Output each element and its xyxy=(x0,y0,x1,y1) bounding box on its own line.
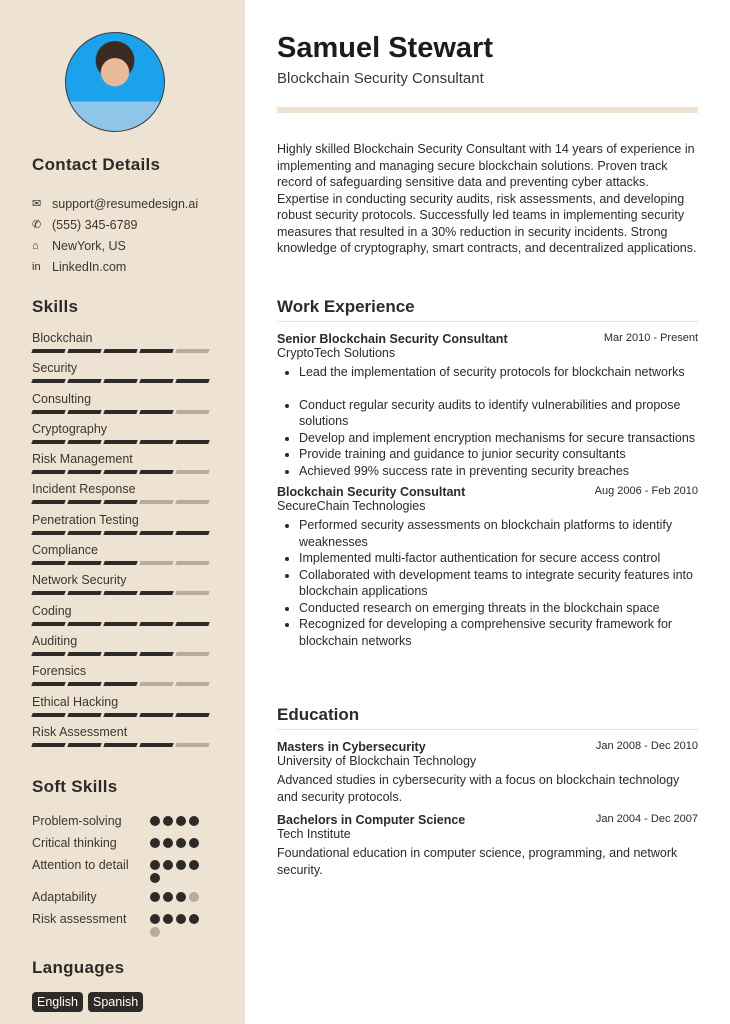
job-header xyxy=(277,332,698,346)
skill-segment xyxy=(175,349,209,353)
rating-dot xyxy=(150,873,160,883)
skill-level-bar xyxy=(32,379,212,383)
skill-item xyxy=(32,695,212,725)
skill-item xyxy=(32,604,212,634)
soft-skill-name: Critical thinking xyxy=(32,836,117,850)
skill-name: Incident Response xyxy=(32,482,136,497)
skill-segment xyxy=(175,652,209,656)
job-dates: Mar 2010 - Present xyxy=(603,332,698,344)
skill-segment xyxy=(139,622,173,626)
language-badge: Spanish xyxy=(88,992,143,1012)
contact-heading: Contact Details xyxy=(32,155,161,174)
skill-segment xyxy=(139,349,173,353)
work-experience-section xyxy=(277,297,698,655)
soft-skill-item xyxy=(32,889,212,905)
rating-dot xyxy=(163,914,173,924)
job-bullets xyxy=(299,517,698,649)
skill-segment xyxy=(175,713,209,717)
rating-dot xyxy=(150,860,160,870)
skill-segment xyxy=(31,349,65,353)
skill-name: Ethical Hacking xyxy=(32,694,119,709)
home-icon: ⌂ xyxy=(32,239,39,252)
contact-text: LinkedIn.com xyxy=(52,259,127,274)
skill-segment xyxy=(139,470,173,474)
sidebar xyxy=(0,0,245,1024)
soft-skill-rating xyxy=(150,835,202,851)
skill-item xyxy=(32,543,212,573)
skill-segment xyxy=(175,682,209,686)
rating-dot xyxy=(176,838,186,848)
skill-segment xyxy=(103,561,137,565)
soft-skill-name: Attention to detail xyxy=(32,858,129,872)
contact-text: NewYork, US xyxy=(52,238,126,253)
skill-level-bar xyxy=(32,531,212,535)
skill-segment xyxy=(103,410,137,414)
bullet-item: • Lead the implementation of security protocols for blockchain networks xyxy=(299,364,698,381)
company-name: SecureChain Technologies xyxy=(277,499,426,513)
skill-segment xyxy=(139,682,173,686)
skill-segment xyxy=(103,470,137,474)
soft-skills-heading: Soft Skills xyxy=(32,777,118,796)
skill-segment xyxy=(67,682,101,686)
contact-text: (555) 345-6789 xyxy=(52,217,138,232)
rating-dot xyxy=(176,914,186,924)
skill-name: Forensics xyxy=(32,664,87,679)
skill-segment xyxy=(175,743,209,747)
education-description: Advanced studies in cybersecurity with a focus on blockchain technology and security protocols. xyxy=(277,773,680,804)
skill-segment xyxy=(67,349,101,353)
contact-item xyxy=(32,256,198,277)
skill-segment xyxy=(103,652,137,656)
job-dates: Aug 2006 - Feb 2010 xyxy=(594,485,698,497)
bullet-item: • Provide training and guidance to junior security consultants xyxy=(299,446,698,463)
skill-name: Risk Assessment xyxy=(32,724,128,739)
skill-segment xyxy=(139,500,173,504)
skill-level-bar xyxy=(32,743,212,747)
skill-segment xyxy=(103,500,137,504)
education-section xyxy=(277,705,698,886)
rating-dot xyxy=(189,816,199,826)
linkedin-icon: in xyxy=(32,260,41,273)
skill-segment xyxy=(139,440,173,444)
education-dates: Jan 2004 - Dec 2007 xyxy=(595,813,698,825)
skill-segment xyxy=(175,591,209,595)
skill-segment xyxy=(103,713,137,717)
skills-heading: Skills xyxy=(32,297,79,316)
bullet-item: • Recognized for developing a comprehensive security framework for blockchain networks xyxy=(299,616,698,649)
soft-skill-name: Risk assessment xyxy=(32,912,127,926)
skill-name: Security xyxy=(32,361,78,376)
rating-dot xyxy=(163,860,173,870)
skill-level-bar xyxy=(32,682,212,686)
rating-dot xyxy=(163,816,173,826)
skill-item xyxy=(32,482,212,512)
skills-list xyxy=(32,331,212,755)
skill-level-bar xyxy=(32,410,212,414)
skill-segment xyxy=(31,682,65,686)
skill-name: Consulting xyxy=(32,391,92,406)
work-heading: Work Experience xyxy=(277,297,698,322)
rating-dot xyxy=(150,892,160,902)
skill-segment xyxy=(31,743,65,747)
rating-dot xyxy=(150,927,160,937)
contact-item xyxy=(32,214,198,235)
soft-skill-item xyxy=(32,835,212,851)
skill-segment xyxy=(139,591,173,595)
contact-item xyxy=(32,235,198,256)
skill-segment xyxy=(175,440,209,444)
skill-segment xyxy=(31,652,65,656)
soft-skill-rating xyxy=(150,813,202,829)
bullet-item: • Achieved 99% success rate in preventing security breaches xyxy=(299,463,698,480)
skill-segment xyxy=(175,410,209,414)
phone-icon: ✆ xyxy=(32,219,42,231)
skill-name: Coding xyxy=(32,603,72,618)
skill-segment xyxy=(67,440,101,444)
skill-name: Penetration Testing xyxy=(32,512,139,527)
job-entry xyxy=(277,485,698,649)
skill-segment xyxy=(31,591,65,595)
soft-skill-item xyxy=(32,813,212,829)
candidate-name: Samuel Stewart xyxy=(277,32,493,64)
rating-dot xyxy=(163,892,173,902)
skill-segment xyxy=(31,410,65,414)
soft-skill-rating xyxy=(150,857,202,883)
rating-dot xyxy=(163,838,173,848)
degree: Bachelors in Computer Science xyxy=(277,813,466,827)
skill-segment xyxy=(31,379,65,383)
skill-segment xyxy=(67,531,101,535)
skill-segment xyxy=(103,743,137,747)
soft-skill-rating xyxy=(150,889,202,905)
skill-segment xyxy=(175,470,209,474)
school-name: Tech Institute xyxy=(277,827,351,841)
job-header xyxy=(277,485,698,499)
soft-skill-item xyxy=(32,911,212,937)
skill-level-bar xyxy=(32,440,212,444)
degree: Masters in Cybersecurity xyxy=(277,740,426,754)
bullet-item: • Conducted research on emerging threats in the blockchain space xyxy=(299,600,698,617)
skill-segment xyxy=(67,470,101,474)
education-header xyxy=(277,740,698,754)
skill-item xyxy=(32,422,212,452)
job-bullets xyxy=(299,364,698,479)
skill-name: Auditing xyxy=(32,633,78,648)
skill-segment xyxy=(139,743,173,747)
education-description: Foundational education in computer science, programming, and network security. xyxy=(277,846,678,877)
education-header xyxy=(277,813,698,827)
languages-list xyxy=(32,992,143,1012)
skill-item xyxy=(32,513,212,543)
skill-item xyxy=(32,634,212,664)
skill-level-bar xyxy=(32,652,212,656)
skill-item xyxy=(32,392,212,422)
rating-dot xyxy=(150,838,160,848)
rating-dot xyxy=(150,816,160,826)
education-dates: Jan 2008 - Dec 2010 xyxy=(595,740,698,752)
company-name: CryptoTech Solutions xyxy=(277,346,396,360)
skill-segment xyxy=(31,531,65,535)
skill-segment xyxy=(67,652,101,656)
skill-segment xyxy=(103,349,137,353)
skill-segment xyxy=(175,531,209,535)
rating-dot xyxy=(189,892,199,902)
skill-segment xyxy=(103,379,137,383)
skill-segment xyxy=(175,622,209,626)
skill-level-bar xyxy=(32,591,212,595)
contact-item xyxy=(32,193,198,214)
header-divider xyxy=(277,107,698,113)
skill-segment xyxy=(67,591,101,595)
skill-name: Network Security xyxy=(32,573,127,588)
skill-segment xyxy=(67,561,101,565)
skill-segment xyxy=(139,652,173,656)
rating-dot xyxy=(150,914,160,924)
soft-skill-rating xyxy=(150,911,202,937)
skill-item xyxy=(32,664,212,694)
skill-segment xyxy=(175,379,209,383)
skill-level-bar xyxy=(32,713,212,717)
bullet-item: • Performed security assessments on blockchain platforms to identify weaknesses xyxy=(299,517,698,550)
bullet-item: • Implemented multi-factor authentication for secure access control xyxy=(299,550,698,567)
skill-segment xyxy=(139,379,173,383)
skill-segment xyxy=(31,440,65,444)
education-entry xyxy=(277,740,698,805)
skill-level-bar xyxy=(32,349,212,353)
skill-segment xyxy=(67,743,101,747)
candidate-title: Blockchain Security Consultant xyxy=(277,70,484,87)
skill-level-bar xyxy=(32,561,212,565)
skill-item xyxy=(32,725,212,755)
skill-segment xyxy=(31,561,65,565)
rating-dot xyxy=(176,860,186,870)
language-badge: English xyxy=(32,992,83,1012)
skill-segment xyxy=(67,713,101,717)
skill-segment xyxy=(67,500,101,504)
skill-item xyxy=(32,331,212,361)
skill-segment xyxy=(31,713,65,717)
soft-skill-name: Problem-solving xyxy=(32,814,122,828)
skill-segment xyxy=(103,531,137,535)
rating-dot xyxy=(189,838,199,848)
soft-skill-name: Adaptability xyxy=(32,890,97,904)
education-heading: Education xyxy=(277,705,698,730)
skill-segment xyxy=(139,531,173,535)
skill-level-bar xyxy=(32,622,212,626)
skill-item xyxy=(32,573,212,603)
contact-list xyxy=(32,193,198,277)
rating-dot xyxy=(189,860,199,870)
skill-segment xyxy=(139,713,173,717)
job-entry xyxy=(277,332,698,479)
summary: Highly skilled Blockchain Security Consultant with 14 years of experience in implementing and managing secure blockchain solutions. Proven track record of safeguarding sensitive data and preventing cyber attacks. Expertise in conducting security audits, risk assessments, and developing robust security protocols. Successfully led teams in implementing security measures that resulted in a 30% reduction in security incidents. Strong knowledge of cryptography, smart contracts, and decentralized applications. xyxy=(277,142,697,255)
skill-segment xyxy=(67,622,101,626)
skill-segment xyxy=(103,622,137,626)
skill-level-bar xyxy=(32,500,212,504)
envelope-icon: ✉ xyxy=(32,198,42,210)
skill-segment xyxy=(139,410,173,414)
skill-segment xyxy=(139,561,173,565)
contact-text: support@resumedesign.ai xyxy=(52,196,199,211)
rating-dot xyxy=(189,914,199,924)
school-name: University of Blockchain Technology xyxy=(277,754,477,768)
education-entry xyxy=(277,813,698,878)
rating-dot xyxy=(176,816,186,826)
skill-segment xyxy=(175,561,209,565)
skill-name: Cryptography xyxy=(32,421,108,436)
skill-segment xyxy=(175,500,209,504)
skill-item xyxy=(32,452,212,482)
skill-segment xyxy=(31,622,65,626)
soft-skills-list xyxy=(32,813,212,943)
skill-name: Risk Management xyxy=(32,452,133,467)
skill-name: Blockchain xyxy=(32,331,93,345)
bullet-item: • Develop and implement encryption mechanisms for secure transactions xyxy=(299,430,698,447)
bullet-item: • Collaborated with development teams to integrate security features into blockchain applications xyxy=(299,567,698,600)
skill-item xyxy=(32,361,212,391)
skill-name: Compliance xyxy=(32,543,99,558)
job-role: Blockchain Security Consultant xyxy=(277,485,466,499)
profile-photo xyxy=(65,32,165,132)
skill-segment xyxy=(103,591,137,595)
rating-dot xyxy=(176,892,186,902)
skill-segment xyxy=(67,410,101,414)
skill-segment xyxy=(31,500,65,504)
skill-level-bar xyxy=(32,470,212,474)
skill-segment xyxy=(103,440,137,444)
skill-segment xyxy=(103,682,137,686)
languages-heading: Languages xyxy=(32,958,125,977)
skill-segment xyxy=(31,470,65,474)
bullet-item: • Conduct regular security audits to identify vulnerabilities and propose solutions xyxy=(299,397,698,430)
soft-skill-item xyxy=(32,857,212,883)
job-role: Senior Blockchain Security Consultant xyxy=(277,332,508,346)
skill-segment xyxy=(67,379,101,383)
